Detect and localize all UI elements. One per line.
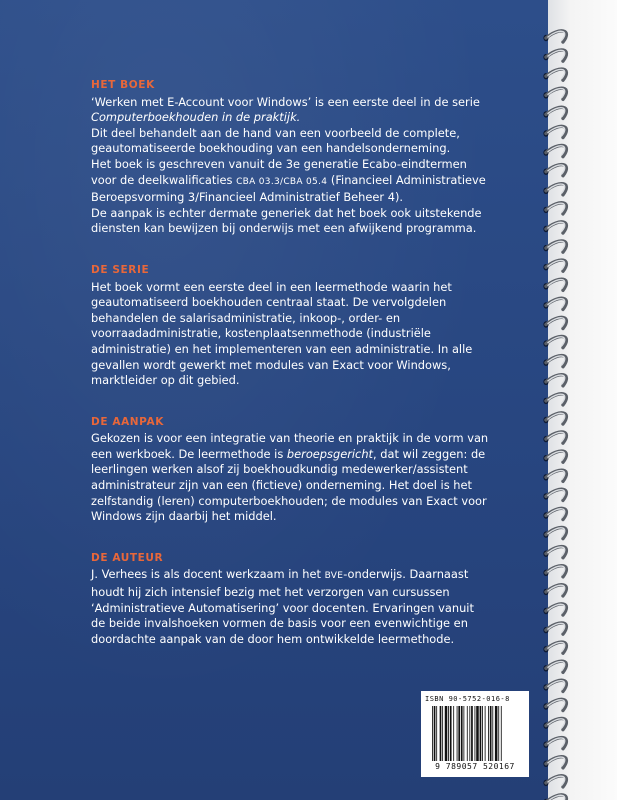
series-title: Computerboekhouden in de praktijk. [91, 110, 301, 125]
text-run: Gekozen is voor een integratie van theorie en praktijk in de vorm van een werkboek. De leermethode is [91, 431, 489, 461]
paragraph: Dit deel behandelt aan de hand van een voorbeeld de complete, geautomatiseerde boekhouding van een handelsonderneming. [91, 125, 460, 156]
text-run: (Financieel Administratieve Beroepsvorming 3/Financieel Administratief Beheer 4). [91, 172, 486, 205]
paragraph [91, 157, 491, 206]
paragraph: Het boek vormt een eerste deel in een leermethode waarin het geautomatiseerd boekhouden centraal staat. De vervolgdelen behandelen de salarisadministratie, inkoop-, order- en voorraadadministratie, kostenplaatsenmethode (industriële administratie) en het implementeren van een administratie. In alle gevallen wordt gewerkt met modules van Exact voor Windows, marktleider op dit gebied. [91, 279, 473, 388]
text-run: Het boek is geschreven vanuit de 3e generatie Ecabo-eindtermen voor de deelkwalificaties [91, 156, 467, 187]
text-run: , dat wil zeggen: de leerlingen werken alsof zij boekhoudkundig medewerker/assistent administrateur zijn van een (fictieve) onderneming. Het doel is het zelfstandig (leren) computerboekhouden; de modules van Exact voor Windows zijn daarbij het middel. [91, 446, 487, 524]
paragraph [91, 95, 491, 126]
text-run: BVE [324, 571, 344, 582]
barcode-bars [431, 706, 525, 763]
barcode [421, 691, 529, 777]
isbn-label: ISBN 90-5752-016-8 [425, 695, 510, 703]
paragraph: De aanpak is echter dermate generiek dat het boek ook uitstekende diensten kan bewijzen bij onderwijs met een afwijkend programma. [91, 205, 482, 236]
spiral-binding [535, 0, 617, 800]
text-run: J. Verhees is als docent werkzaam in het [91, 567, 325, 582]
paragraph [91, 431, 491, 525]
section-de-aanpak [91, 415, 491, 525]
barcode-number: 9 789057 520167 [435, 762, 515, 771]
section-het-boek [91, 78, 491, 237]
text-run: ‘Werken met E-Account voor Windows’ is een eerste deel in de serie [91, 94, 480, 109]
cover-text [91, 78, 491, 673]
paragraph [91, 567, 491, 647]
text-run: -onderwijs. Daarnaast houdt hij zich intensief bezig met het verzorgen van cursussen ‘Administratieve Automatisering’ voor docenten. Ervaringen vanuit de beide invalshoeken vormen de basis voor een evenwichtige en doordachte aanpak van de door hem ontwikkelde leermethode. [91, 567, 474, 646]
section-heading: DE AANPAK [91, 415, 164, 428]
section-heading: DE AUTEUR [91, 551, 164, 564]
text-run: CBA 03.3/CBA 05.4 [236, 176, 328, 187]
section-heading: HET BOEK [91, 79, 155, 91]
section-de-auteur [91, 551, 491, 648]
section-de-serie [91, 263, 491, 389]
section-heading: DE SERIE [91, 263, 150, 276]
emphasis: beroepsgericht [286, 446, 374, 461]
